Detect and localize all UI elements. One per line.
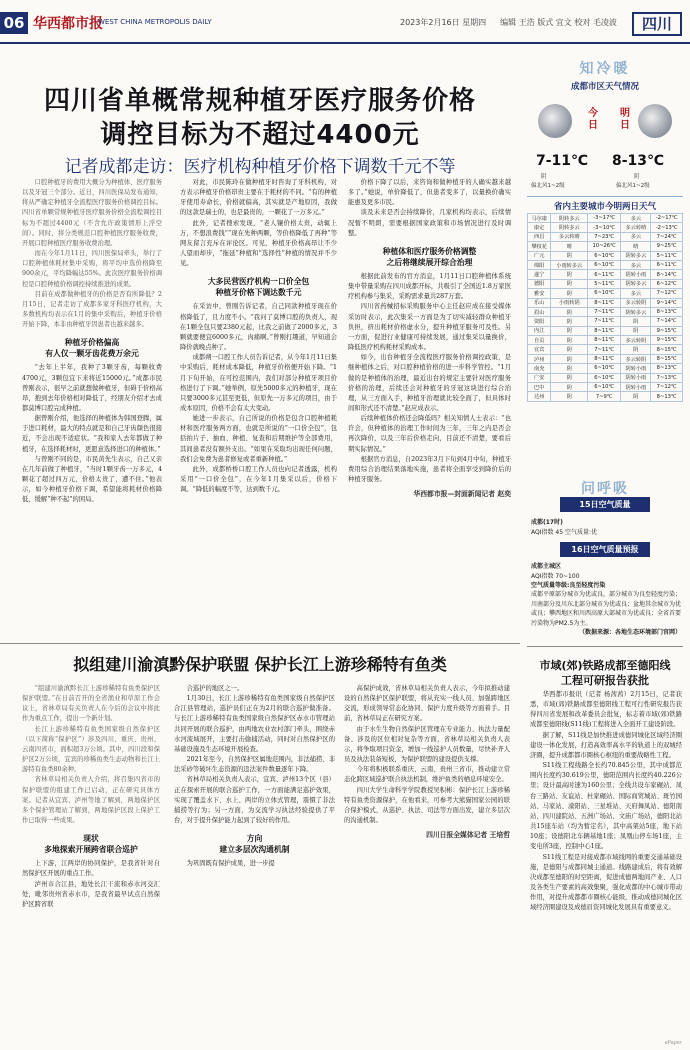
- city-cell: 8~13℃: [651, 307, 683, 316]
- city-cell: 7~14℃: [651, 317, 683, 326]
- subheading: 大多民营医疗机构一口价全包 种植牙价格下调达数千元: [207, 277, 310, 298]
- city-weather-title: 省内主要城市今明两日天气: [527, 196, 683, 212]
- paragraph: 而在今年1月11日，四川医保局牵头，举行了口腔种植体耗材集中采购，将平均中选价格降至900余元，平均降幅达55%。此次医疗服务价格调控是口腔种植价格调控持续推进的成果。: [22, 250, 162, 288]
- city-cell: 6~10℃: [588, 383, 621, 392]
- paragraph: 成都朔一口腔工作人员告诉记者，从今年1月11日集中采购后，耗材成本降低，种植牙价格便开始下降。“1月下旬开始，在可控范围内，我们对部分种植牙项目价格进行了下调。”她举例，原先5000多元的种植牙，现在只要3000多元甚至更低，但原先一万多元的项目，由于成本原因，价格不会有太大变动。: [180, 354, 337, 412]
- paragraph: 上下游，江两岸的协同保护，是我省针对自然保护区开展的重点工作。: [22, 860, 160, 878]
- city-cell: 9~25℃: [651, 242, 683, 251]
- city-cell: 遂宁: [528, 270, 551, 279]
- city-cell: 阴转小雨: [621, 364, 651, 373]
- city-cell: 内江: [528, 326, 551, 335]
- city-cell: 眉山: [528, 307, 551, 316]
- paragraph: 根据官方消息，自2023年3月下旬到4月中旬，种植牙费用综合治理结果落地实施，患者将全面享受到降价后的种植牙服务。: [348, 455, 511, 484]
- city-cell: 阴: [551, 279, 588, 288]
- city-row: [528, 298, 683, 307]
- city-row: [528, 373, 683, 382]
- city-row: [528, 289, 683, 298]
- city-cell: 阴: [621, 326, 651, 335]
- paragraph: “组建川渝滇黔长江上游珍稀特有鱼类保护区保护联盟。”在日前召开的全省渔业和草原工作会议上，省林草局有关负责人在今后的会议中将此作为重点工作，提出一个新计划。: [22, 685, 160, 723]
- city-row: [528, 336, 683, 345]
- city-row: [528, 232, 683, 241]
- paragraph: 由于水生生物自然保护区管理在专业能力、执法力量配备、涉及的区位相对复杂等方面，省林草局相关负责人表示，将争取项目资金，增加一线巡护人员数量，尽快补齐人员及执法装备短板，为保护联盟的建设提供支撑。: [344, 725, 510, 764]
- city-cell: 阴: [551, 307, 588, 316]
- today-desc: 阴: [541, 174, 547, 180]
- tomorrow-label: 明日: [620, 108, 630, 131]
- paragraph: S11线工程是对接成都市域线网的重要交通基础设施，是德阳与成都同城主通道。线路建成后，将有效解决成都至德阳的时空距离，促进成德两地间产业、人口及各类生产要素的高效集聚，强化成都的中心城市带动作用，对提升成都都市圈核心能级，推动成德同城化区域经济圈建设及成德眉资同城化发展具有重要意义。: [530, 853, 682, 912]
- moon-icon: [538, 104, 572, 138]
- city-cell: 6~10℃: [588, 260, 621, 269]
- paragraph: 根据此前发布的官方消息，1月11日口腔种植体系统集中带量采购在四川成都开标，共吸引了全国近1.8万家医疗机构参与集采，采购需求量共287万套。: [348, 272, 511, 301]
- city-cell: 小雨转阴: [551, 298, 588, 307]
- city-row: [528, 383, 683, 392]
- city-row: [528, 317, 683, 326]
- paragraph: 在采访中，曾刚告诉记者，自己同款种植牙现在价格降低了，且力度不小。“我问了莫博口腔的负责人，现在1颗全包只要2380元起，比我之前做了2000多元，3颗就要便宜6000多元，肉痛啊。”曾刚打趣道，早知道会降价就晚点种了。: [180, 303, 337, 352]
- city-cell: 阴: [551, 270, 588, 279]
- weather-title: 知冷暖: [579, 61, 631, 77]
- city-cell: 6~12℃: [651, 279, 683, 288]
- city-cell: 7~23℃: [588, 232, 621, 241]
- city-cell: 小雨转多云: [551, 260, 588, 269]
- city-cell: 康定: [528, 223, 551, 232]
- city-cell: 7~24℃: [651, 232, 683, 241]
- paragraph: 对此，市民陈玲在做种植牙时咨询了牙科机构，对方表示种植牙价格昂贵主要在于耗材的不同。“有的种植牙使用寿命长，价格就偏高，其实就是产地原因，我做的这款是瑞士的，也是最贵的，一颗花了一万多元。”: [180, 179, 337, 217]
- article-column-3: [348, 178, 511, 633]
- today-label: 今日: [588, 108, 598, 131]
- city-cell: 多云转晴: [551, 232, 588, 241]
- city-cell: 9~15℃: [651, 336, 683, 345]
- moon-icon: [638, 104, 672, 138]
- city-cell: 多云转阴: [621, 354, 651, 363]
- paragraph: 口腔种植牙的费用大概分为种植体、医疗服务以及牙冠三个部分。近日，四川医保局发布通知，将从严确定种植牙全流程医疗服务价格调控目标。四川省单颗常规种植牙医疗服务价格全流程调控目标为不超过4400元（不含允许政策情形上浮空间）。同时，将分类规范口腔种植医疗服务收费，开展口腔种植医疗服务收费治理。: [22, 179, 162, 247]
- newspaper-logo: 华西都市报: [33, 16, 103, 32]
- city-cell: 7~12℃: [651, 289, 683, 298]
- air-source: （数据来源：各地生态环境部门官网）: [578, 629, 681, 636]
- city-cell: 9~14℃: [651, 298, 683, 307]
- subheading: 现状 多地探索开展跨省联合巡护: [44, 834, 138, 855]
- city-cell: 阴: [551, 336, 588, 345]
- city-cell: 阴: [551, 354, 588, 363]
- city-cell: 阴转小雨: [621, 270, 651, 279]
- paragraph: 高保护成效，省林草局相关负责人表示，今年拟推动建设的自然保护区保护联盟，将从充实一线人员、加强跨地区交流，形成领导常态化协同、保护力度升级等方面着手。目前，省林草局正在研究方案。: [344, 685, 510, 723]
- city-cell: 攀枝花: [528, 242, 551, 251]
- air-label-today: 成都(17时): [531, 519, 563, 526]
- divider: [0, 643, 520, 644]
- city-cell: 阴转多云: [621, 307, 651, 316]
- paragraph: 省林草局相关负责人表示，宜宾、泸州13个区（县）正在探索开展的联合巡护工作，一方面能满足巡护效果，实现了覆盖水下、水上、两岸的立体式管理，震慑了非法捕捞等行为；另一方面，为交流学习执法经验提供了平台，对于提升保护能力起到了较好的作用。: [174, 776, 335, 825]
- city-cell: 5~11℃: [651, 251, 683, 260]
- city-cell: -2~17℃: [651, 214, 683, 223]
- air-aqi-today: AQI指数 45 空气质量:优: [531, 529, 597, 536]
- city-cell: 7~13℃: [651, 373, 683, 382]
- paragraph: 2021年至今，自然保护区属地范围内，非法捕捞、非法采砂等破坏生态资源的违法案件数量逐年下降。: [174, 756, 335, 774]
- city-row: [528, 242, 683, 251]
- city-cell: 德阳: [528, 279, 551, 288]
- city-cell: 雅安: [528, 289, 551, 298]
- city-cell: 资阳: [528, 317, 551, 326]
- air-aqi-forecast: AQI指数 70~100: [531, 573, 580, 580]
- city-cell: -2~13℃: [651, 223, 683, 232]
- air-level: 空气质量等级:良至轻度污染: [531, 582, 606, 589]
- paragraph: 1月30日，长江上游珍稀特有鱼类国家级自然保护区合江县管理站，巡护员们正在为2月的联合巡护做准备。与长江上游珍稀特有鱼类国家级自然保护区赤水市管理站共同开展的联合巡护，由两地农业农村部门牵头，围绕赤水河流域展开，主要打击偷捕活动，同时对自然保护区的基础设施及生态环境开展检查。: [174, 695, 335, 753]
- city-cell: 8~11℃: [588, 326, 621, 335]
- subheading: 方向 建立多层次沟通机制: [219, 834, 290, 855]
- tomorrow-temp: 8-13℃: [612, 153, 664, 169]
- city-cell: 巴中: [528, 383, 551, 392]
- paragraph: 她进一步表示，自己所说的价格是包含口腔种植耗材和医疗服务两方面，也就是所说的“一口价全包”，包括拍片子、抽血、种植、复查和后期维护等全部费用，其间患者没有额外支出。“如果在采取均出现任何问题，我们会免费为患者修复或者重新种植。”: [180, 415, 337, 463]
- second-column-3: [344, 684, 510, 1044]
- city-cell: 7~11℃: [588, 345, 621, 354]
- city-cell: 阴: [551, 392, 588, 401]
- byline: 华西都市报—封面新闻记者 赵奕: [413, 490, 511, 499]
- city-cell: 阴转多云: [621, 279, 651, 288]
- city-cell: 阴: [551, 317, 588, 326]
- city-cell: 7~12℃: [651, 383, 683, 392]
- paragraph: 省林草局相关负责人介绍，将召集四省市的保护联盟的组建工作已启动，正在研究具体方案。记者从宜宾、泸州等地了解到，两地保护区多个保护管理站了解到，两地保护区段上保护工作已取得一些成果。: [22, 776, 160, 825]
- city-cell: 阴转小雨: [621, 383, 651, 392]
- subheading: 种植体和医疗服务价格调整 之后将继续展开综合治理: [382, 246, 477, 267]
- city-weather-table: [527, 213, 683, 402]
- city-cell: 7~9℃: [588, 392, 621, 401]
- city-cell: 6~10℃: [588, 289, 621, 298]
- city-cell: 阴转小雨: [621, 373, 651, 382]
- page-number: 06: [0, 12, 28, 34]
- city-row: [528, 307, 683, 316]
- issue-date: 2023年2月16日 星期四: [400, 18, 487, 27]
- city-cell: -3~10℃: [588, 223, 621, 232]
- city-cell: 6~11℃: [651, 260, 683, 269]
- city-cell: 9~15℃: [651, 326, 683, 335]
- rail-article: [530, 690, 682, 1035]
- second-headline: 拟组建川渝滇黔保护联盟 保护长江上游珍稀特有鱼类: [73, 655, 447, 674]
- second-column-2: [174, 684, 335, 1044]
- subheading: 种植牙价格偏高 有人仅一颗牙齿花费万余元: [45, 338, 139, 359]
- byline: 四川日报全媒体记者 王培哲: [426, 831, 510, 840]
- city-cell: 阴转多云: [551, 223, 588, 232]
- city-cell: 晴: [551, 242, 588, 251]
- city-cell: 8~13℃: [651, 392, 683, 401]
- city-cell: 8~15℃: [651, 354, 683, 363]
- city-cell: 阴: [551, 373, 588, 382]
- city-cell: 6~10℃: [588, 251, 621, 260]
- city-cell: 10~26℃: [588, 242, 621, 251]
- paragraph: 长江上游珍稀特有鱼类国家级自然保护区（以下简称“保护区”）涉及四川、重庆、贵州、云南四省市，面积超3万公顷。其中，四川段和保护区2万公顷，宜宾的珍稀鱼类生态动物和长江上游特有鱼类80余种。: [22, 725, 160, 774]
- city-row: [528, 260, 683, 269]
- city-cell: 阴: [551, 345, 588, 354]
- footer-mark: ePaper: [664, 1040, 682, 1046]
- tomorrow-wind: 偏北风1~2级: [616, 183, 650, 189]
- air-title: 问呼吸: [581, 481, 629, 497]
- city-row: [528, 223, 683, 232]
- paragraph: 价格下降了以后，来咨询和做种植牙的人确实越来越多了。”她说，单价降低了，但患者变多了，以量换价确实能惠及更多市民。: [348, 179, 511, 207]
- paragraph: 此外，成都桥桥口腔工作人员也向记者透露，机构采用“一口价全包”，在今年1月集采以后，价格下调。“降低的幅度不等，达到数千元。: [180, 465, 337, 494]
- paragraph: 泸州市合江县，地处长江干流和赤水河交汇处，毗邻贵州省赤水市，是我省最早试点自然保护区跨省联: [22, 880, 160, 908]
- city-cell: 阴: [551, 326, 588, 335]
- city-cell: 多云转阴: [621, 336, 651, 345]
- paragraph: 此外，记者搜索发现，“老人镶价格太贵，动辄上万，不想浪费钱”“现在先种两颗，等价格降低了再种”等网友留言充斥在评论区。可见，种植牙价格高昂让不少人望而却步，“拖延”种植和“选择性”种植的情况并不少见。: [180, 219, 337, 268]
- city-cell: 宜宾: [528, 345, 551, 354]
- second-column-1: [22, 684, 160, 1044]
- city-cell: 6~11℃: [588, 270, 621, 279]
- city-cell: 广安: [528, 373, 551, 382]
- air-label-forecast: 成都主城区: [531, 563, 562, 570]
- city-row: [528, 279, 683, 288]
- city-cell: 8~13℃: [651, 364, 683, 373]
- city-row: [528, 214, 683, 223]
- city-cell: 阴: [621, 317, 651, 326]
- paragraph: 华西都市报讯（记者 杨茜茜）2月15日，记者获悉，市域(郊)铁路成都至德阳线工程可行性研究报告获得四川省发展和改革委员会批复，标志着市域(郊)铁路成都至德阳线(S11线)工程将进入全面开工建设阶段。: [530, 691, 682, 729]
- city-cell: 8~11℃: [588, 354, 621, 363]
- air-desc: 成都平原部分城市为优或良，部分城市为良至轻度污染；川南部分及川东北部分城市为优或良；盆地其余城市为优或良；攀西地区和川西高原大部城市为优或良；全省首要污染物为PM2.5为主。: [531, 591, 682, 627]
- headline-line2: 调控目标为不超过4400元: [100, 120, 420, 150]
- paragraph: 目前在成都做种植牙的价格是否有所降低？2月15日，记者走访了成都多家牙科医疗机构，大多数机构均表示在1月的集中采购后，种植牙价格开始下降，本非由种植牙因患者也越来越多。: [22, 290, 162, 329]
- city-cell: 西昌: [528, 232, 551, 241]
- city-row: [528, 326, 683, 335]
- paragraph: 谈及未来是否会持续降价，几家机构均表示，后续情况暂不明朗，需要根据国家政策和市场情况进行及时调整。: [348, 209, 511, 237]
- city-row: [528, 270, 683, 279]
- city-cell: 阴: [551, 364, 588, 373]
- city-cell: 多云: [621, 214, 651, 223]
- paragraph: 今年将积极联系重庆、云南、贵州三省市，推动建立常态化跨区域巡护联合执法机制，维护鱼类的栖息环境安全。: [344, 766, 510, 784]
- city-cell: 阴: [551, 251, 588, 260]
- divider: [527, 646, 683, 647]
- city-row: [528, 392, 683, 401]
- paragraph: 后续种植体价格还会降低吗？相关知情人士表示：“也许会，但种植体的治理工作时间为三年，三年之内是否会再次降价，以及三年后价格走向，目前还不清楚，要看后期实际情况。”: [348, 415, 511, 453]
- city-cell: 7~11℃: [588, 317, 621, 326]
- city-cell: 南充: [528, 364, 551, 373]
- city-cell: 多云: [621, 232, 651, 241]
- city-cell: -3~17℃: [588, 214, 621, 223]
- city-cell: 8~11℃: [588, 336, 621, 345]
- city-cell: 6~10℃: [588, 373, 621, 382]
- headline-line1: 四川省单概常规种植牙医疗服务价格: [43, 86, 476, 116]
- paragraph: S11线工程线路全长约70.845公里，其中成都范围内长度约30.619公里，德阳范围内长度约40.226公里；设计最高时速为160公里；全线共设车家碾站、凤台三路站、友谊站、杜家碾站、国际商贸城站、斑竹园站、马家站、濛阳站、三星堆站、天府舞凤站、德阳南站、四川建院站、五洲广场站、文庙广场站，德阳北站共15座车站（均为暂定名），其中高架站5座，地下站10座；设德阳北车辆基地1座；凤凰山停车场1座，主变电所3座，控制中心1座。: [530, 762, 682, 851]
- paragraph: 为巩固既有保护成果，进一步提: [186, 860, 275, 868]
- city-cell: 泸州: [528, 354, 551, 363]
- city-cell: 绵阳: [528, 260, 551, 269]
- city-row: [528, 354, 683, 363]
- city-cell: 多云转阴: [621, 298, 651, 307]
- city-cell: 晴: [621, 242, 651, 251]
- paragraph: “去年上半年，我种了3颗牙齿，每颗收费4700元，3颗包宜下来将近15000元。”成都市民曾刚表示，很早之前就想做种植牙，但碍于价格高昂，抱到去年价格相对降低了，经朋友介绍才去成都莫博口腔完成种植。: [22, 364, 162, 412]
- article-column-1: [22, 178, 162, 633]
- city-cell: 达州: [528, 392, 551, 401]
- air-banner-forecast: 16日空气质量预报: [560, 542, 650, 557]
- today-wind: 偏北风1~2级: [531, 183, 565, 189]
- weather-subtitle: 成都市区天气情况: [570, 82, 639, 92]
- editor-credits: 编辑 王浩 版式 宜文 校对 毛凌波: [500, 18, 617, 27]
- masthead: [0, 0, 690, 44]
- newspaper-logo-en: WEST CHINA METROPOLIS DAILY: [98, 18, 212, 26]
- city-cell: 自贡: [528, 336, 551, 345]
- city-cell: 乐山: [528, 298, 551, 307]
- air-banner-today: 15日空气质量: [560, 497, 650, 512]
- city-cell: 7~11℃: [588, 307, 621, 316]
- city-cell: 阴: [551, 383, 588, 392]
- paragraph: 与曾刚不同的是，市民黄先生表示，自己又亲在几年前做了种植牙，“当时1颗牙齿一万多元，4颗花了超过四万元，价格太贵了，遭不住。”他表示，如今种植牙价格下调，希望能将耗材价格降低，缓解“种不起”的困局。: [22, 455, 162, 504]
- paragraph: 合巡护的地区之一。: [186, 685, 244, 692]
- city-cell: 6~10℃: [588, 364, 621, 373]
- city-cell: 阴: [621, 392, 651, 401]
- city-cell: 阴转多云: [621, 251, 651, 260]
- paragraph: 如今，出台种植牙全流程医疗服务价格调控政策，是继种植体之后，对口腔种植价格的进一步科学管控。“1月做的是种植体的治理，最近出台的规定主要针对医疗服务价格的治理，后续还会对种植牙的牙冠这块进行综合治理，从三方面入手，种植牙治理就比较全面了，但具体时间和形式还不清楚。”赵应成表示。: [348, 354, 511, 412]
- city-cell: 广元: [528, 251, 551, 260]
- paragraph: 四川大学生命科学学院教授吴积彬：保护长江上游珍稀特有鱼类资源保护，在他看来，可参考大熊猫国家公园的联合保护模式，从巡护、执法、司法等方面出发，建立多层次的沟通机制。: [344, 786, 510, 825]
- paragraph: 四川省药械招标采购服务中心主任赵应成在接受媒体采访时表示，此次集采一方面是为了切实减轻群众种植牙负担，挤出耗材价格虚水分，提升种植牙服务可及性。另一方面，促进行业健康可持续发展，通过集采以量换价，降低医疗机构耗材采购成本。: [348, 303, 511, 352]
- paragraph: 据曾刚介绍，他选择的种植体为韩国登腾，属于进口耗材，最大的特点就是和自己牙齿颜色很接近，不会出现不适症状。“我和家人去年都做了种植牙，在选择耗材时，更愿意选择进口的种植体。”: [22, 415, 162, 453]
- headline-subtitle: 记者成都走访：医疗机构种植牙价格下调数千元不等: [64, 157, 456, 177]
- city-cell: 8~15℃: [651, 345, 683, 354]
- rail-headline: 市域(郊)铁路成都至德阳线 工程可研报告获批: [539, 659, 671, 687]
- section-label: 四川: [632, 12, 682, 36]
- city-cell: 马尔康: [528, 214, 551, 223]
- city-row: [528, 364, 683, 373]
- city-cell: 8~14℃: [651, 270, 683, 279]
- today-temp: 7-11℃: [536, 153, 588, 169]
- city-row: [528, 251, 683, 260]
- city-row: [528, 345, 683, 354]
- city-cell: 阴: [621, 345, 651, 354]
- city-cell: 多云转晴: [621, 223, 651, 232]
- tomorrow-desc: 阴: [634, 174, 640, 180]
- city-cell: 8~11℃: [588, 298, 621, 307]
- city-cell: 阴转多云: [551, 214, 588, 223]
- paragraph: 据了解，S11线是加快推进成德同城化区域经济圈建设一体化发展，打造高效率高水平的轨道上的双城经济圈，提升成都都市圈核心枢纽的重要战略性工程。: [530, 731, 682, 759]
- city-cell: 阴: [551, 289, 588, 298]
- city-cell: 5~11℃: [588, 279, 621, 288]
- article-column-2: [180, 178, 337, 633]
- city-cell: 多云: [621, 289, 651, 298]
- city-cell: 多云: [621, 260, 651, 269]
